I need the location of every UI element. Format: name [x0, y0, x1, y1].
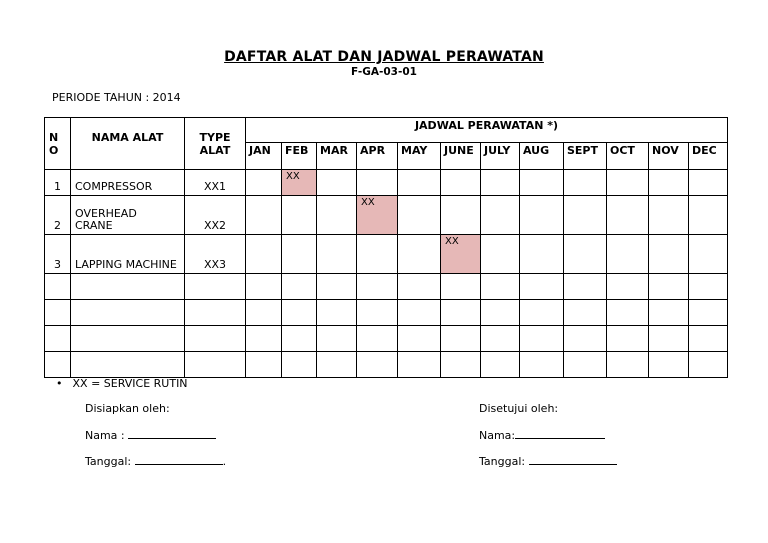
empty-cell — [71, 300, 185, 326]
empty-cell — [564, 352, 607, 378]
schedule-cell-feb — [282, 235, 317, 274]
empty-cell — [357, 326, 398, 352]
row-number: 3 — [45, 235, 71, 274]
equipment-type: XX1 — [185, 170, 246, 196]
prepared-name-label: Nama : — [85, 429, 125, 442]
schedule-cell-nov — [649, 196, 689, 235]
equipment-name: LAPPING MACHINE — [71, 235, 185, 274]
approved-by-name — [479, 428, 605, 442]
prepared-name-line[interactable] — [128, 428, 216, 439]
empty-cell — [185, 274, 246, 300]
empty-row — [45, 300, 728, 326]
empty-cell — [520, 326, 564, 352]
empty-cell — [481, 326, 520, 352]
empty-cell — [689, 352, 728, 378]
schedule-mark-apr: XX — [357, 196, 398, 235]
empty-cell — [649, 300, 689, 326]
empty-cell — [246, 326, 282, 352]
table-row — [45, 170, 728, 196]
table-row — [45, 235, 728, 274]
schedule-mark-june: XX — [441, 235, 481, 274]
prepared-by-name — [85, 428, 216, 442]
schedule-cell-sept — [564, 235, 607, 274]
schedule-cell-dec — [689, 196, 728, 235]
empty-row — [45, 274, 728, 300]
empty-cell — [441, 326, 481, 352]
schedule-cell-apr — [357, 235, 398, 274]
schedule-cell-aug — [520, 170, 564, 196]
schedule-cell-nov — [649, 235, 689, 274]
equipment-type: XX2 — [185, 196, 246, 235]
month-header-may: MAY — [398, 143, 441, 170]
empty-cell — [398, 274, 441, 300]
empty-cell — [481, 352, 520, 378]
schedule-cell-dec — [689, 235, 728, 274]
equipment-name: OVERHEAD CRANE — [71, 196, 185, 235]
row-number: 2 — [45, 196, 71, 235]
prepared-date-suffix: . — [222, 455, 227, 468]
empty-row — [45, 326, 728, 352]
empty-cell — [185, 352, 246, 378]
schedule-mark-feb: XX — [282, 170, 317, 196]
empty-cell — [317, 300, 357, 326]
empty-cell — [564, 274, 607, 300]
schedule-cell-jan — [246, 196, 282, 235]
approved-name-line[interactable] — [515, 428, 605, 439]
empty-cell — [45, 300, 71, 326]
empty-cell — [520, 300, 564, 326]
empty-cell — [398, 352, 441, 378]
empty-cell — [185, 326, 246, 352]
empty-cell — [282, 274, 317, 300]
empty-cell — [564, 300, 607, 326]
month-header-nov: NOV — [649, 143, 689, 170]
schedule-cell-mar — [317, 170, 357, 196]
empty-cell — [398, 326, 441, 352]
schedule-cell-dec — [689, 170, 728, 196]
empty-cell — [317, 274, 357, 300]
prepared-date-line[interactable] — [135, 454, 223, 465]
empty-cell — [71, 326, 185, 352]
empty-cell — [607, 274, 649, 300]
empty-cell — [185, 300, 246, 326]
schedule-cell-may — [398, 170, 441, 196]
header-no-label: N O — [49, 130, 59, 157]
approved-name-label: Nama: — [479, 429, 516, 442]
legend-text: XX = SERVICE RUTIN — [72, 377, 188, 390]
empty-cell — [45, 274, 71, 300]
empty-cell — [481, 300, 520, 326]
schedule-body — [45, 170, 728, 378]
empty-cell — [45, 352, 71, 378]
equipment-type: XX3 — [185, 235, 246, 274]
document-title: DAFTAR ALAT DAN JADWAL PERAWATAN — [224, 49, 544, 65]
month-header-feb: FEB — [282, 143, 317, 170]
header-nama-alat: NAMA ALAT — [71, 118, 185, 170]
maintenance-schedule-table — [44, 117, 728, 378]
approved-by-heading: Disetujui oleh: — [479, 402, 559, 415]
schedule-cell-july — [481, 196, 520, 235]
empty-cell — [607, 352, 649, 378]
empty-cell — [564, 326, 607, 352]
month-header-aug: AUG — [520, 143, 564, 170]
schedule-cell-june — [441, 196, 481, 235]
month-header-mar: MAR — [317, 143, 357, 170]
empty-cell — [649, 326, 689, 352]
schedule-cell-sept — [564, 196, 607, 235]
empty-cell — [520, 352, 564, 378]
legend-bullet: • — [56, 377, 63, 390]
schedule-cell-may — [398, 235, 441, 274]
empty-cell — [357, 352, 398, 378]
empty-cell — [398, 300, 441, 326]
empty-cell — [317, 352, 357, 378]
empty-cell — [481, 274, 520, 300]
empty-cell — [71, 352, 185, 378]
row-number: 1 — [45, 170, 71, 196]
month-header-june: JUNE — [441, 143, 481, 170]
schedule-cell-jan — [246, 170, 282, 196]
approved-date-line[interactable] — [529, 454, 617, 465]
empty-cell — [282, 352, 317, 378]
empty-cell — [607, 326, 649, 352]
header-no — [45, 118, 71, 170]
empty-cell — [441, 352, 481, 378]
header-jadwal-perawatan: JADWAL PERAWATAN *) — [246, 118, 728, 143]
empty-cell — [246, 274, 282, 300]
empty-cell — [282, 326, 317, 352]
schedule-cell-nov — [649, 170, 689, 196]
month-header-sept: SEPT — [564, 143, 607, 170]
schedule-cell-may — [398, 196, 441, 235]
prepared-date-label: Tanggal: — [85, 455, 132, 468]
empty-cell — [71, 274, 185, 300]
schedule-cell-july — [481, 170, 520, 196]
equipment-name: COMPRESSOR — [71, 170, 185, 196]
prepared-by-heading: Disiapkan oleh: — [85, 402, 170, 415]
form-code: F-GA-03-01 — [351, 66, 417, 78]
empty-cell — [45, 326, 71, 352]
schedule-cell-aug — [520, 196, 564, 235]
empty-cell — [649, 274, 689, 300]
empty-cell — [317, 326, 357, 352]
empty-cell — [649, 352, 689, 378]
empty-cell — [246, 352, 282, 378]
prepared-by-date — [85, 454, 226, 468]
schedule-cell-mar — [317, 196, 357, 235]
empty-cell — [689, 300, 728, 326]
schedule-cell-july — [481, 235, 520, 274]
table-row — [45, 196, 728, 235]
empty-cell — [246, 300, 282, 326]
empty-row — [45, 352, 728, 378]
schedule-cell-jan — [246, 235, 282, 274]
periode-label: PERIODE TAHUN : 2014 — [52, 91, 181, 104]
schedule-cell-mar — [317, 235, 357, 274]
schedule-cell-sept — [564, 170, 607, 196]
month-header-apr: APR — [357, 143, 398, 170]
schedule-cell-june — [441, 170, 481, 196]
schedule-cell-apr — [357, 170, 398, 196]
empty-cell — [607, 300, 649, 326]
schedule-cell-oct — [607, 170, 649, 196]
approved-by-date — [479, 454, 617, 468]
empty-cell — [689, 274, 728, 300]
month-header-dec: DEC — [689, 143, 728, 170]
empty-cell — [441, 300, 481, 326]
approved-date-label: Tanggal: — [479, 455, 526, 468]
legend — [56, 377, 188, 390]
empty-cell — [441, 274, 481, 300]
schedule-cell-feb — [282, 196, 317, 235]
month-header-oct: OCT — [607, 143, 649, 170]
schedule-cell-aug — [520, 235, 564, 274]
schedule-cell-oct — [607, 235, 649, 274]
month-header-jan: JAN — [246, 143, 282, 170]
header-type-alat: TYPE ALAT — [185, 118, 246, 170]
empty-cell — [357, 274, 398, 300]
schedule-cell-oct — [607, 196, 649, 235]
empty-cell — [520, 274, 564, 300]
month-header-july: JULY — [481, 143, 520, 170]
empty-cell — [357, 300, 398, 326]
empty-cell — [282, 300, 317, 326]
empty-cell — [689, 326, 728, 352]
